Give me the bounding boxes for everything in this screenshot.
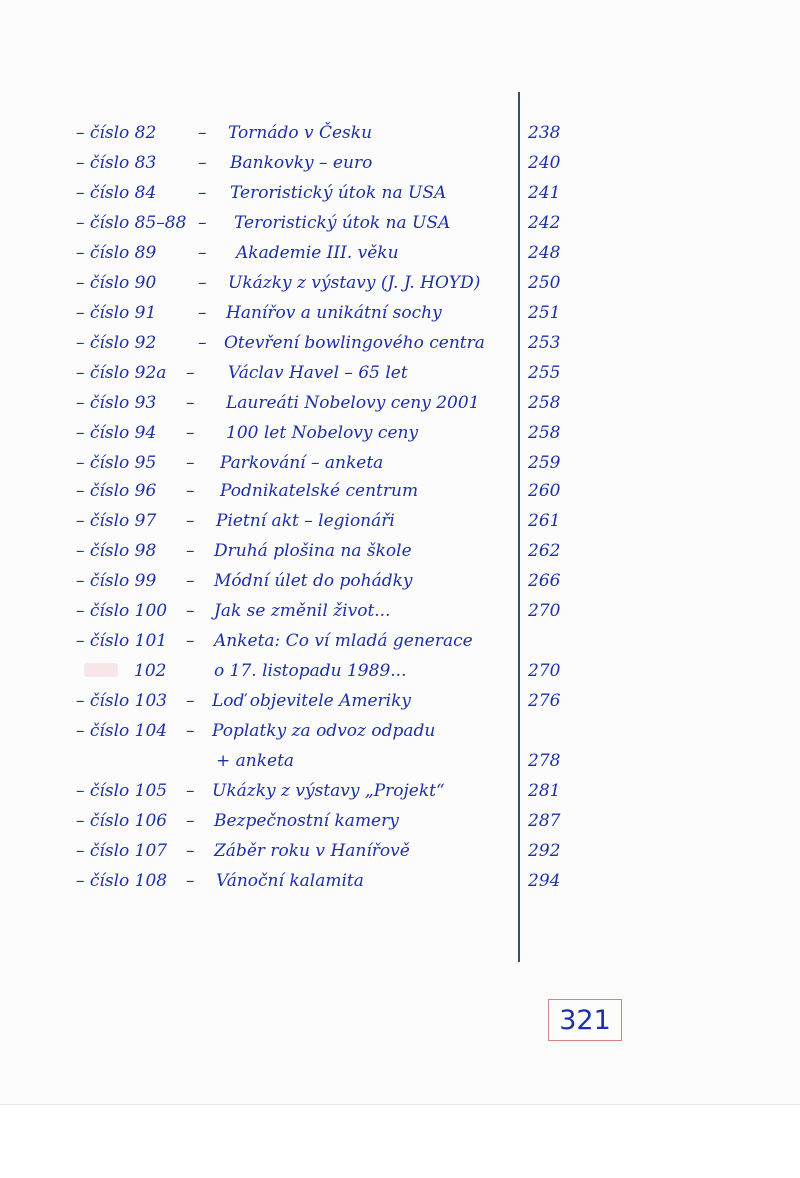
erased-mark <box>84 663 118 677</box>
entry-title: Tornádo v Česku <box>228 123 373 143</box>
entry-dash: – <box>198 303 207 323</box>
entry-number: – číslo 104 <box>76 721 168 741</box>
entry-dash: – <box>186 511 195 531</box>
entry-title: Teroristický útok na USA <box>230 183 447 203</box>
entry-title: Parkování – anketa <box>220 453 384 473</box>
entry-page: 255 <box>528 363 561 383</box>
entry-number: – číslo 108 <box>76 871 168 891</box>
entry-dash: – <box>186 601 195 621</box>
entry-dash: – <box>186 571 195 591</box>
entry-number: 102 <box>134 661 167 681</box>
entry-title: Loď objevitele Ameriky <box>212 691 412 711</box>
entry-page: 238 <box>528 123 561 143</box>
scan-margin <box>0 1104 800 1178</box>
entry-dash: – <box>186 841 195 861</box>
entry-page: 270 <box>528 661 561 681</box>
entry-page: 276 <box>528 691 561 711</box>
entry-page: 270 <box>528 601 561 621</box>
entry-dash: – <box>186 453 195 473</box>
entry-page: 266 <box>528 571 561 591</box>
entry-dash: – <box>198 213 207 233</box>
entry-page: 294 <box>528 871 561 891</box>
entry-number: – číslo 85–88 <box>76 213 187 233</box>
column-divider-line <box>518 92 520 962</box>
entry-number: – číslo 97 <box>76 511 157 531</box>
entry-dash: – <box>186 721 195 741</box>
entry-page: 278 <box>528 751 561 771</box>
entry-dash: – <box>198 333 207 353</box>
entry-number: – číslo 103 <box>76 691 168 711</box>
entry-dash: – <box>198 123 207 143</box>
entry-title: Módní úlet do pohádky <box>214 571 413 591</box>
entry-number: – číslo 107 <box>76 841 168 861</box>
entry-dash: – <box>198 183 207 203</box>
entry-dash: – <box>186 423 195 443</box>
entry-title: Bezpečnostní kamery <box>214 811 399 831</box>
entry-dash: – <box>186 871 195 891</box>
entry-title: Poplatky za odvoz odpadu <box>212 721 436 741</box>
entry-title: Ukázky z výstavy „Projekt“ <box>212 781 445 801</box>
entry-title: + anketa <box>216 751 295 771</box>
entry-dash: – <box>198 243 207 263</box>
entry-dash: – <box>198 153 207 173</box>
entry-page: 251 <box>528 303 561 323</box>
entry-number: – číslo 94 <box>76 423 157 443</box>
entry-page: 260 <box>528 481 561 501</box>
entry-title: o 17. listopadu 1989... <box>214 661 407 681</box>
entry-page: 287 <box>528 811 561 831</box>
entry-number: – číslo 106 <box>76 811 168 831</box>
entry-page: 259 <box>528 453 561 473</box>
entry-dash: – <box>186 781 195 801</box>
entry-number: – číslo 82 <box>76 123 157 143</box>
entry-number: – číslo 93 <box>76 393 157 413</box>
entry-dash: – <box>186 393 195 413</box>
entry-title: Anketa: Co ví mladá generace <box>214 631 473 651</box>
entry-page: 253 <box>528 333 561 353</box>
entry-page: 241 <box>528 183 561 203</box>
entry-page: 261 <box>528 511 561 531</box>
entry-page: 262 <box>528 541 561 561</box>
entry-number: – číslo 92 <box>76 333 157 353</box>
entry-title: Druhá plošina na škole <box>214 541 412 561</box>
entry-number: – číslo 96 <box>76 481 157 501</box>
entry-dash: – <box>186 631 195 651</box>
entry-page: 292 <box>528 841 561 861</box>
entry-title: 100 let Nobelovy ceny <box>226 423 419 443</box>
entry-number: – číslo 83 <box>76 153 157 173</box>
entry-number: – číslo 105 <box>76 781 168 801</box>
entry-dash: – <box>186 691 195 711</box>
entry-page: 281 <box>528 781 561 801</box>
entry-number: – číslo 101 <box>76 631 168 651</box>
entry-page: 258 <box>528 423 561 443</box>
entry-title: Pietní akt – legionáři <box>216 511 395 531</box>
entry-number: – číslo 90 <box>76 273 157 293</box>
entry-number: – číslo 89 <box>76 243 157 263</box>
entry-title: Bankovky – euro <box>230 153 373 173</box>
entry-page: 242 <box>528 213 561 233</box>
entry-title: Ukázky z výstavy (J. J. HOYD) <box>228 273 481 293</box>
entry-page: 240 <box>528 153 561 173</box>
entry-title: Jak se změnil život... <box>214 601 391 621</box>
entry-title: Teroristický útok na USA <box>234 213 451 233</box>
entry-title: Otevření bowlingového centra <box>224 333 485 353</box>
entry-page: 250 <box>528 273 561 293</box>
entry-title: Laureáti Nobelovy ceny 2001 <box>226 393 480 413</box>
entry-number: – číslo 92a <box>76 363 167 383</box>
entry-dash: – <box>198 273 207 293</box>
entry-number: – číslo 98 <box>76 541 157 561</box>
entry-number: – číslo 91 <box>76 303 157 323</box>
entry-title: Podnikatelské centrum <box>220 481 419 501</box>
entry-number: – číslo 100 <box>76 601 168 621</box>
entry-dash: – <box>186 363 195 383</box>
entry-title: Hanířov a unikátní sochy <box>226 303 442 323</box>
entry-title: Václav Havel – 65 let <box>228 363 408 383</box>
entry-number: – číslo 84 <box>76 183 157 203</box>
entry-page: 258 <box>528 393 561 413</box>
entry-number: – číslo 99 <box>76 571 157 591</box>
entry-dash: – <box>186 481 195 501</box>
page-number-stamp <box>548 999 622 1041</box>
entry-page: 248 <box>528 243 561 263</box>
entry-title: Záběr roku v Hanířově <box>214 841 410 861</box>
entry-dash: – <box>186 541 195 561</box>
entry-number: – číslo 95 <box>76 453 157 473</box>
entry-dash: – <box>186 811 195 831</box>
page-number: 321 <box>559 1004 611 1036</box>
entry-title: Akademie III. věku <box>236 243 399 263</box>
entry-title: Vánoční kalamita <box>216 871 364 891</box>
